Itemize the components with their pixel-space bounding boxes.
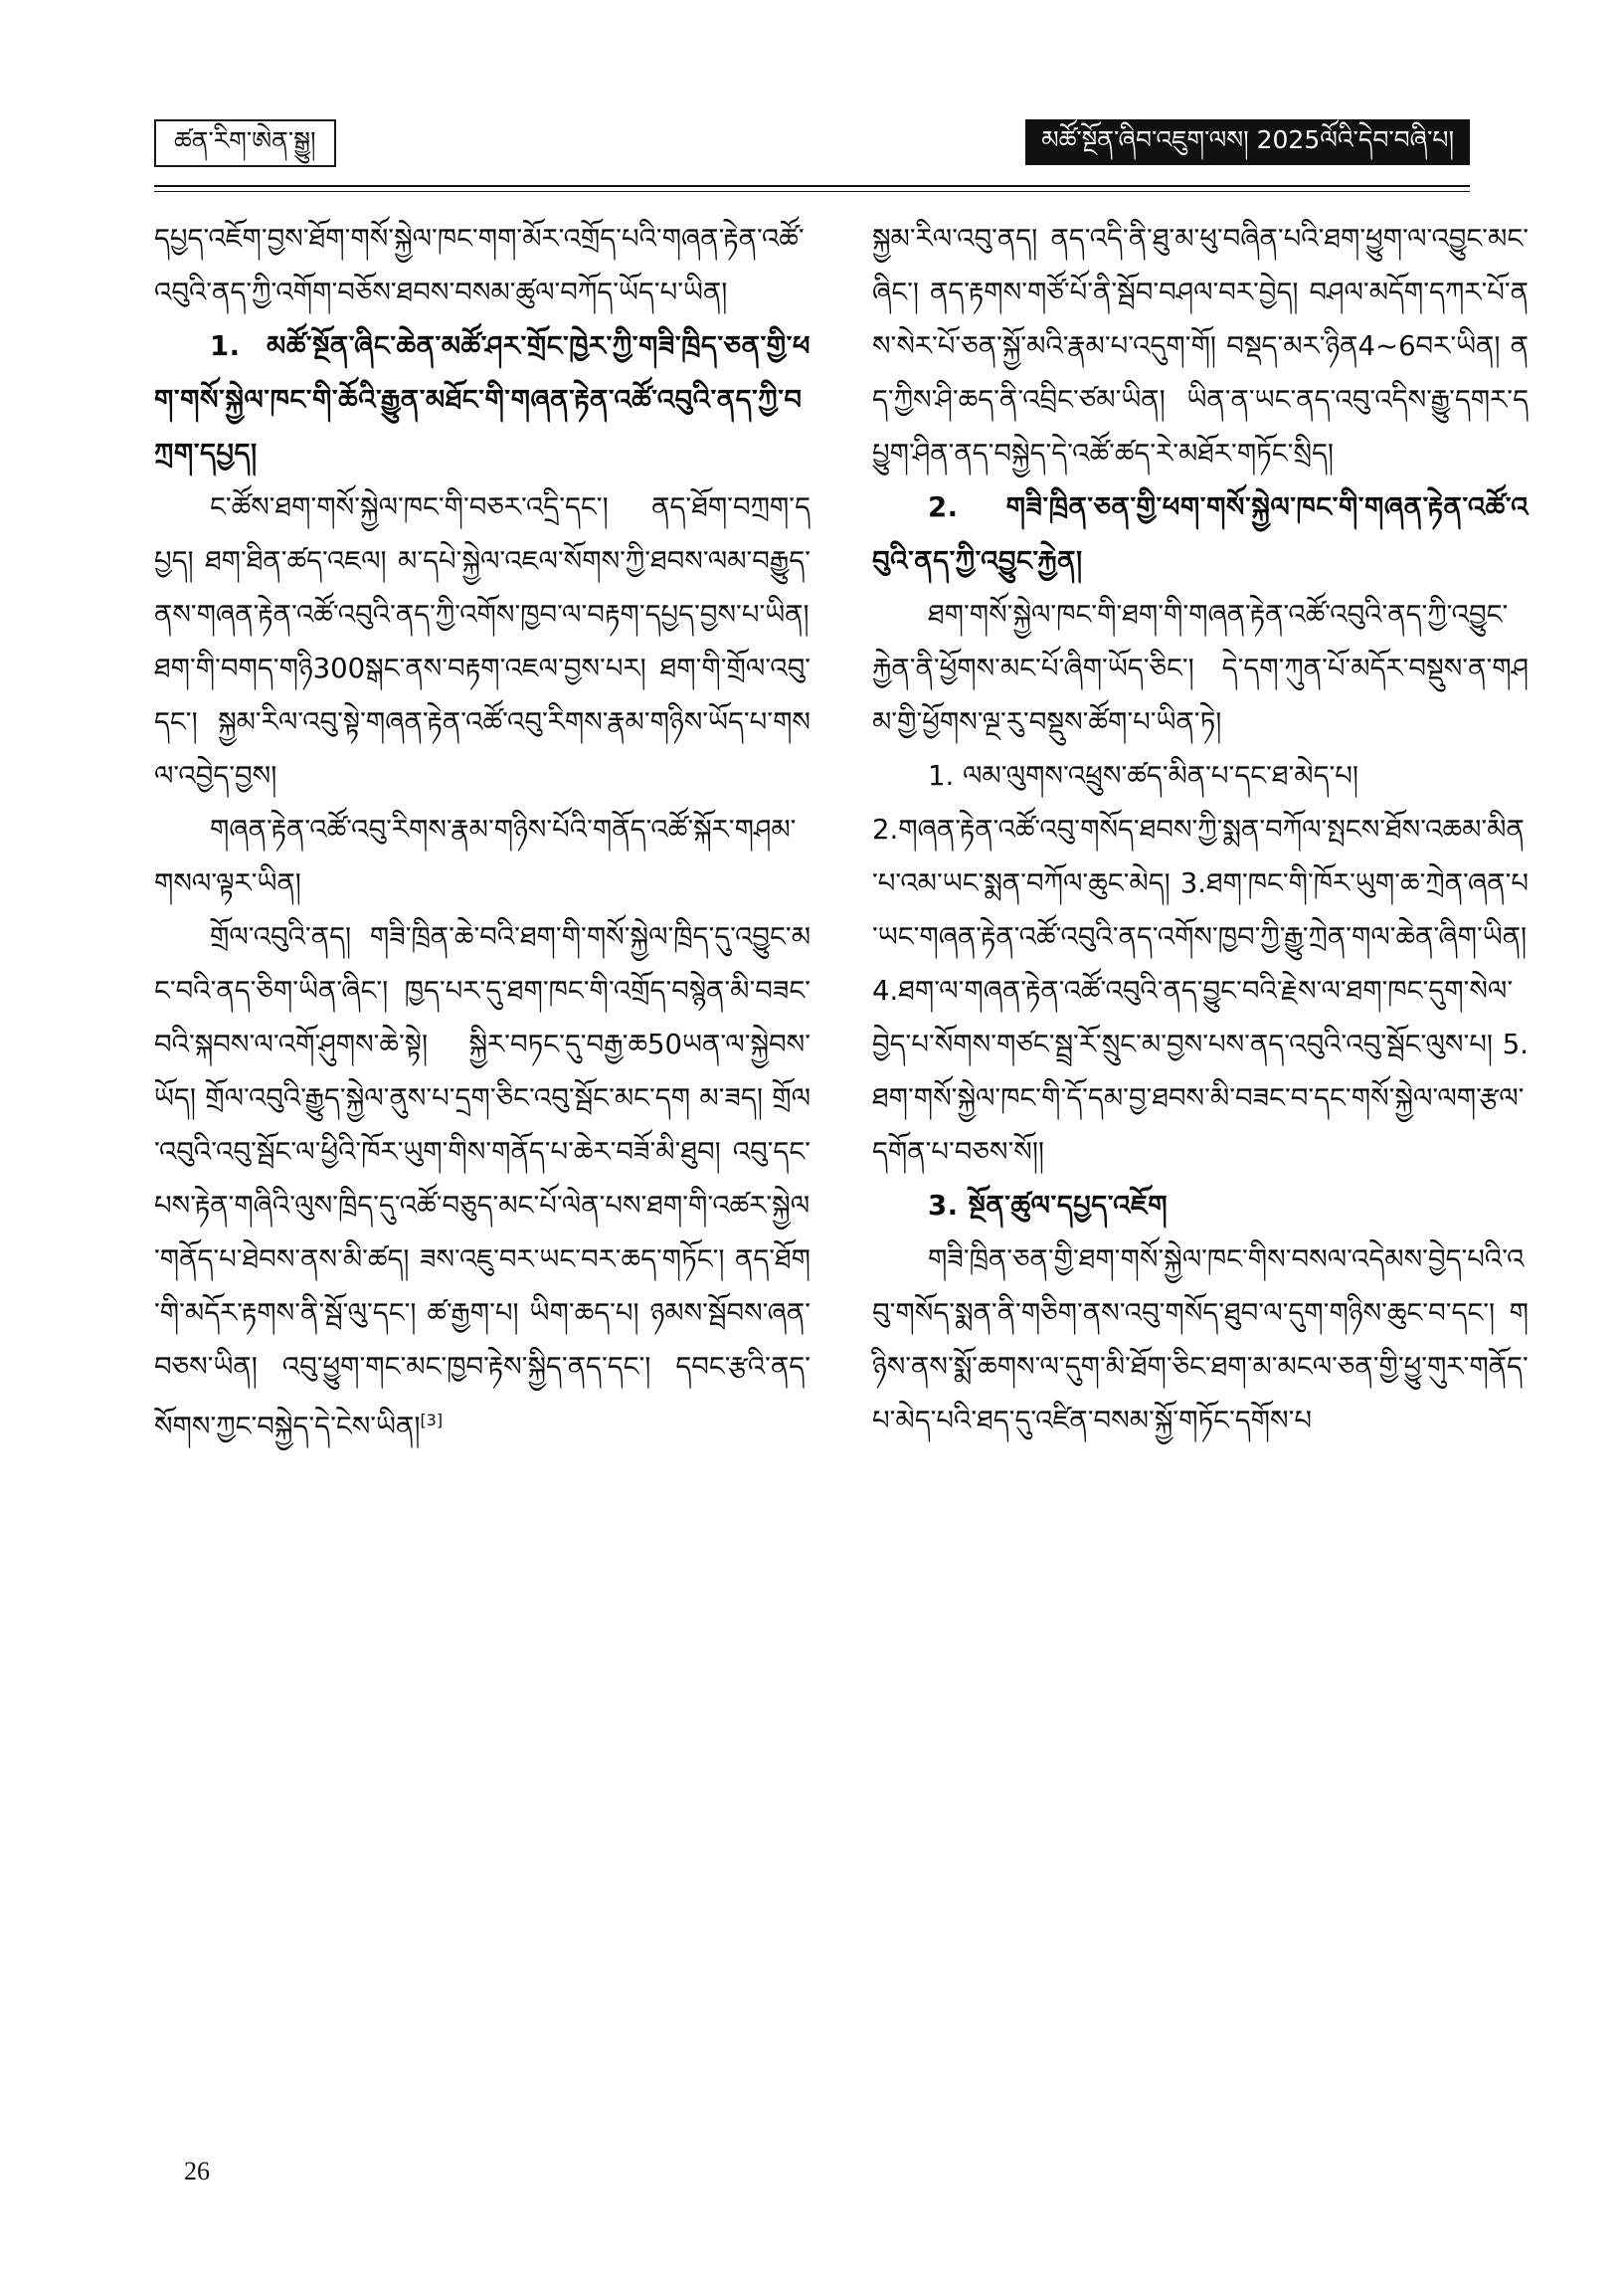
header-rule-thin bbox=[154, 191, 1470, 192]
footnote-marker: [3] bbox=[420, 1411, 444, 1429]
header-journal-label: མཚོ་སྔོན་ཞིབ་འཇུག་ལས། 2025ལོའི་དེབ་བཞི་པ། bbox=[1025, 119, 1470, 165]
page-number: 26 bbox=[184, 2157, 210, 2185]
heading-1: 1. མཚོ་སྔོན་ཞིང་ཆེན་མཚོ་ཤར་གྲོང་ཁྱེར་ཀྱི་གཟི་ཁྲིད་ཅན་གྱི་ཕག་གསོ་སྐྱེལ་ཁང་གི་ཆོའི་རྒྱུན་མཐོང་གི་གཞན་རྟེན་འཚོ་འབུའི་ནད་ཀྱི་བཀྲག་དཔྱད། bbox=[154, 330, 811, 470]
header-section-label: ཚན་རིག་ཨེན་སྒྱུ། bbox=[154, 119, 336, 167]
paragraph-l3: གཞན་རྟེན་འཚོ་འབུ་རིགས་རྣམ་གཉིས་པོའི་གནོད་འཚོ་སྐོར་གཤམ་གསལ་ལྟར་ཡིན། bbox=[154, 814, 797, 899]
paragraph-r1: སྐྱམ་རིལ་འབུ་ནད། ནད་འདི་ནི་ཐུ་མ་ཕུ་བཞིན་པའི་ཐག་ཕྱུག་ལ་འབྱུང་མང་ཞིང་། ནད་རྟགས་གཙོ་པོ་ནི་སྦོབ་བཤལ་བར་བྱེད། བཤལ་མདོག་དཀར་པོ་ནས་སེར་པོ་ཅན་སྐྱོ་མའི་རྣམ་པ་འདུག་གོ། བསྡད་མར་ཉིན4~6བར་ཡིན། ནད་ཀྱིས་ཤི་ཆད་ནི་འབྲིང་ཙམ་ཡིན། ཡིན་ན་ཡང་ནད་འབུ་འདིས་རྒྱུ་དགར་དཔྱུག་ཤིན་ནད་བསྐྱེད་དེ་འཚོ་ཚད་རེ་མཐོར་གཏོང་སྲིད། bbox=[872, 223, 1529, 470]
header-rule-thick bbox=[154, 185, 1470, 187]
body-columns bbox=[154, 212, 1529, 2109]
paragraph-l1: དཔྱད་འཇོག་བྱས་ཐོག་གསོ་སྐྱེལ་ཁང་གག་མོར་འགྲོད་པའི་གཞན་རྟེན་འཚོ་འབུའི་ནད་ཀྱི་འགོག་བཅོས་ཐབས་བསམ་ཚུལ་བཀོད་ཡོད་པ་ཡིན། bbox=[154, 223, 805, 308]
paragraph-r5: གཟི་ཁྲིན་ཅན་གྱི་ཐག་གསོ་སྐྱེལ་ཁང་གིས་བསལ་འདེམས་བྱེད་པའི་འབུ་གསོད་སྨན་ནི་གཅིག་ནས་འབུ་གསོད་ཐུབ་ལ་དུག་གཉིས་ཆུང་བ་དང་། གཉིས་ནས་སྨོ་ཆགས་ལ་དུག་མི་ཐོག་ཅིང་ཐག་མ་མངལ་ཅན་གྱི་ཕྱུ་གུར་གནོད་པ་མེད་པའི་ཐད་དུ་འཛིན་བསམ་སྐྱོ་གཏོང་དགོས་པ bbox=[872, 1243, 1529, 1436]
heading-3: 3. སྔོན་ཚུལ་དཔྱད་འཇོག bbox=[928, 1190, 1169, 1222]
heading-2: 2. གཟི་ཁྲིན་ཅན་གྱི་ཕག་གསོ་སྐྱེལ་ཁང་གི་གཞན་རྟེན་འཚོ་འབུའི་ནད་ཀྱི་འབྱུང་རྐྱེན། bbox=[872, 491, 1529, 577]
paragraph-r3: 1. ལམ་ལུགས་འཕྲུས་ཚད་མིན་པ་དང་ཐ་མེད་པ། bbox=[928, 760, 1359, 792]
paragraph-l4 bbox=[154, 910, 811, 1453]
paragraph-l2: ང་ཚོས་ཐག་གསོ་སྐྱེལ་ཁང་གི་བཅར་འདྲི་དང་། ནད་ཐོག་བཀྲག་དཔྱད། ཐག་ཐིན་ཚད་འཇལ། མ་དཔེ་སྐྱེལ་འཇལ་སོགས་ཀྱི་ཐབས་ལམ་བརྒྱུད་ནས་གཞན་རྟེན་འཚོ་འབུའི་ནད་ཀྱི་འགོས་ཁྱབ་ལ་བརྟག་དཔྱད་བྱས་པ་ཡིན། ཐག་གི་བགད་གཉི300སྒང་ནས་བརྟག་འཇལ་བྱས་པར། ཐག་གི་གྲོལ་འབུ་དང་། སྐྱམ་རིལ་འབུ་སྟེ་གཞན་རྟེན་འཚོ་འབུ་རིགས་རྣམ་གཉིས་ཡོད་པ་གསལ་འབྱེད་བྱས། bbox=[154, 491, 811, 792]
left-column bbox=[154, 212, 811, 2109]
page-header bbox=[154, 119, 1470, 177]
paragraph-r2: ཐག་གསོ་སྐྱེལ་ཁང་གི་ཐག་གི་གཞན་རྟེན་འཚོ་འབུའི་ནད་ཀྱི་འབྱུང་རྐྱེན་ནི་ཕྱོགས་མང་པོ་ཞིག་ཡོད་ཅིང་། དེ་དག་ཀུན་པོ་མདོར་བསྡུས་ན་གཤམ་གྱི་ཕྱོགས་ལྔ་རུ་བསྡུས་ཚོག་པ་ཡིན་ཏེ། bbox=[872, 599, 1529, 738]
paragraph-l4-text: གྲོལ་འབུའི་ནད། གཟི་ཁྲིན་ཆེ་བའི་ཐག་གི་གསོ་སྐྱེལ་ཁྲིད་དུ་འབྱུང་མང་བའི་ནད་ཅིག་ཡིན་ཞིང་། ཁྱད་པར་དུ་ཐག་ཁང་གི་འགྲོད་བསྙེན་མི་བཟང་བའི་སྐབས་ལ་འགོ་ཤུགས་ཆེ་སྟེ། སྐྱིར་བཏང་དུ་བརྒྱ་ཆ50ཡན་ལ་སྐྱེབས་ཡོད། གྲོལ་འབུའི་རྒྱུད་སྐྱེལ་ནུས་པ་དྲག་ཅིང་འབུ་སྦོང་མང་དག མ་ཟད། གྲོལ་འབུའི་འབུ་སྦོང་ལ་ཕྱིའི་ཁོར་ཡུག་གིས་གནོད་པ་ཆེར་བཟོ་མི་ཐུབ། འབུ་དང་པས་རྟེན་གཞིའི་ལུས་ཁྲིད་དུ་འཚོ་བཅུད་མང་པོ་ལེན་པས་ཐག་གི་འཚར་སྐྱེལ་གནོད་པ་ཐེབས་ནས་མི་ཚད། ཟས་འཇུ་བར་ཡང་བར་ཆད་གཏོང་། ནད་ཐོག་གི་མདོར་རྟགས་ནི་སྦོ་ལུ་དང་། ཚ་རྒྱག་པ། ཡིག་ཆད་པ། ཉམས་སྦོབས་ཞན་བཅས་ཡིན། འབུ་ཕྱུག་གང་མང་ཁྱབ་རྟེས་སྐྱིད་ནད་དང་། དབང་རྩའི་ནད་སོགས་ཀྱང་བསྐྱེད་དེ་ངེས་ཡིན། bbox=[154, 921, 811, 1443]
paragraph-r4: 2.གཞན་རྟེན་འཚོ་འབུ་གསོད་ཐབས་ཀྱི་སྨན་བཀོལ་སྤངས་ཐོས་འཆམ་མིན་པ་འམ་ཡང་སྨན་བཀོལ་ཆུང་མེད། 3.ཐག་ཁང་གི་ཁོར་ཡུག་ཆ་ཀྲེན་ཞན་པ་ཡང་གཞན་རྟེན་འཚོ་འབུའི་ནད་འགོས་ཁྱབ་ཀྱི་རྒྱུ་ཀྲེན་གལ་ཆེན་ཞིག་ཡིན། 4.ཐག་ལ་གཞན་རྟེན་འཚོ་འབུའི་ནད་བྱུང་བའི་རྗེས་ལ་ཐག་ཁང་དུག་སེལ་བྱེད་པ་སོགས་གཙང་སྦྲ་རོ་སྲུང་མ་བྱས་པས་ནད་འབུའི་འབུ་སྦོང་ལུས་པ། 5.ཐག་གསོ་སྐྱེལ་ཁང་གི་དོ་དམ་བྱ་ཐབས་མི་བཟང་བ་དང་གསོ་སྐྱེལ་ལག་རྩལ་དགོན་པ་བཅས་སོ།། bbox=[872, 814, 1529, 1168]
right-column bbox=[872, 212, 1529, 2109]
